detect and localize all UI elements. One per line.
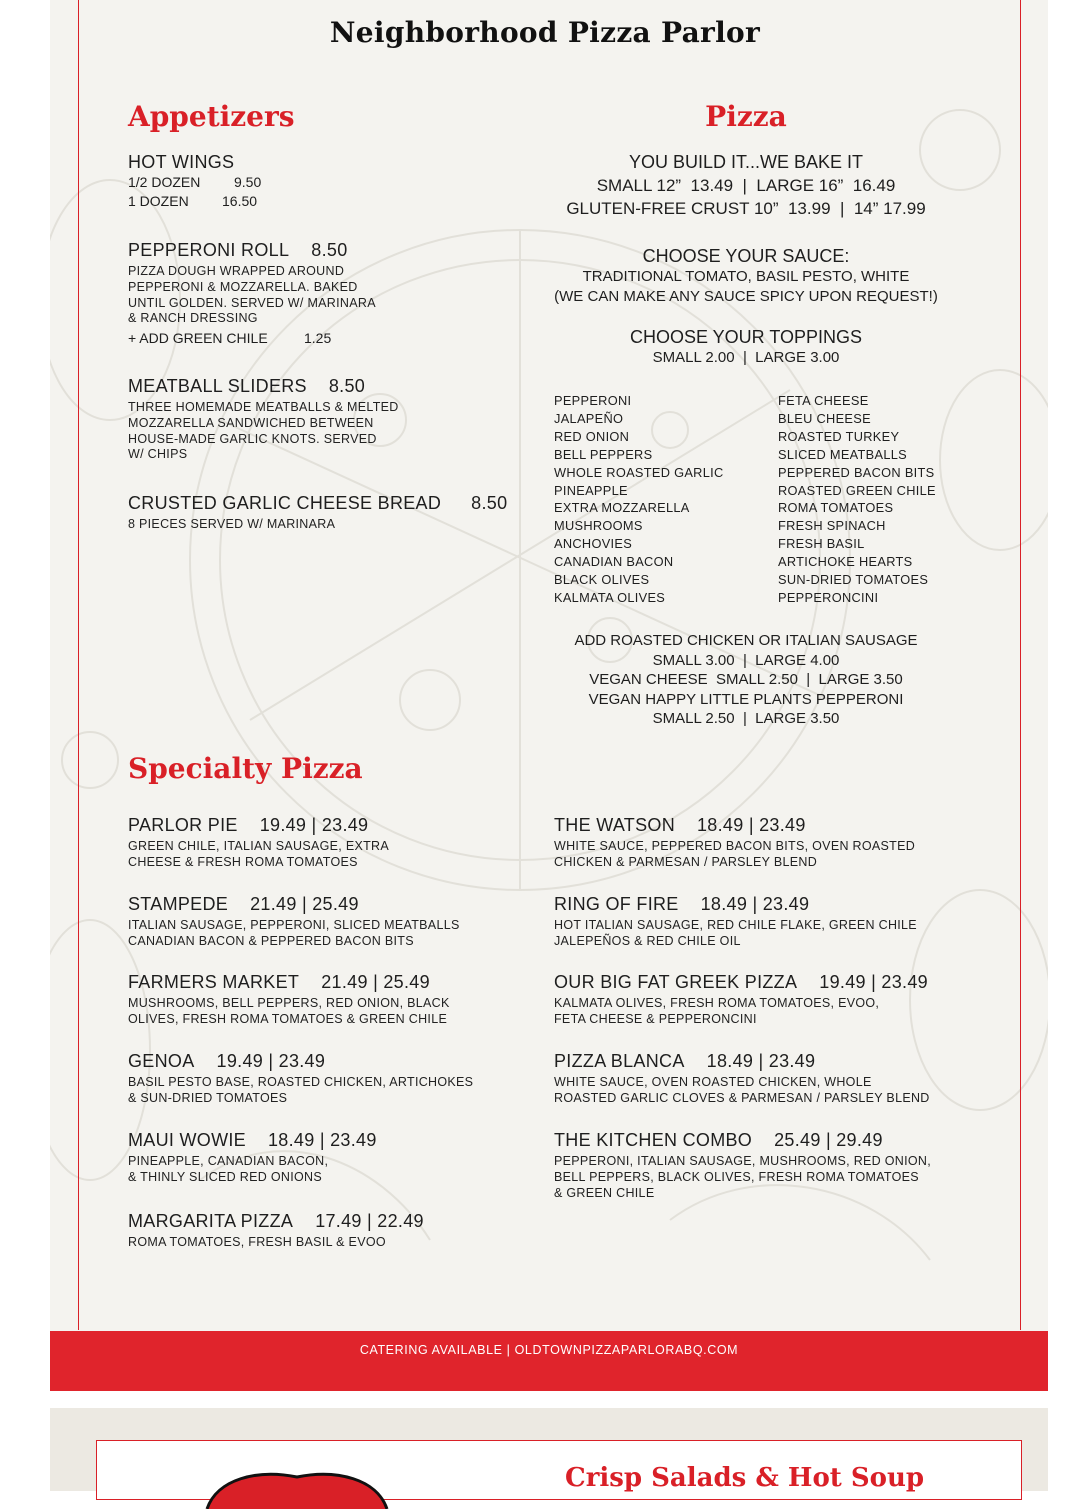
topping-item: BLACK OLIVES xyxy=(554,572,650,588)
specialty-pizza-desc: MUSHROOMS, BELL PEPPERS, RED ONION, BLACK OLIVES, FRESH ROMA TOMATOES & GREEN CHILE xyxy=(128,996,450,1026)
topping-item: ROASTED TURKEY xyxy=(778,428,900,444)
meatball-sliders-name: MEATBALL SLIDERS 8.50 xyxy=(128,376,366,396)
toppings-header xyxy=(526,326,966,368)
toppings-price: SMALL 2.00 | LARGE 3.00 xyxy=(652,349,840,366)
topping-item: ARTICHOKE HEARTS xyxy=(778,554,913,570)
sauce-section xyxy=(526,245,966,306)
toppings-title: CHOOSE YOUR TOPPINGS xyxy=(629,327,863,347)
sauce-title: CHOOSE YOUR SAUCE: xyxy=(642,246,850,266)
topping-item: SLICED MEATBALLS xyxy=(778,446,908,462)
specialty-pizza-desc: GREEN CHILE, ITALIAN SAUSAGE, EXTRA CHEESE & FRESH ROMA TOMATOES xyxy=(128,839,390,869)
topping-item: RED ONION xyxy=(554,428,630,444)
specialty-pizza-name: MAUI WOWIE 18.49 | 23.49 xyxy=(128,1130,377,1150)
next-page-frame xyxy=(96,1440,1022,1500)
extras-line: VEGAN CHEESE SMALL 2.50 | LARGE 3.50 xyxy=(589,671,903,688)
topping-item: ROASTED GREEN CHILE xyxy=(778,482,936,498)
pepperoni-roll-name: PEPPERONI ROLL 8.50 xyxy=(128,240,348,260)
topping-item: PEPPERONCINI xyxy=(778,589,879,605)
specialty-pizza-item xyxy=(128,1129,528,1186)
pepperoni-roll-desc: PIZZA DOUGH WRAPPED AROUND PEPPERONI & MOZZARELLA. BAKED UNTIL GOLDEN. SERVED W/ MARINARA & RANCH DRESSING xyxy=(128,264,376,326)
specialty-pizza-name: MARGARITA PIZZA 17.49 | 22.49 xyxy=(128,1211,424,1231)
topping-item: PEPPERONI xyxy=(554,393,632,408)
pepperoni-roll-addon: + ADD GREEN CHILE 1.25 xyxy=(128,330,332,347)
extras-line: SMALL 2.50 | LARGE 3.50 xyxy=(652,710,840,727)
specialty-pizza-item xyxy=(128,1050,528,1107)
specialty-pizza-item xyxy=(128,814,528,871)
sauce-note: (WE CAN MAKE ANY SAUCE SPICY UPON REQUEST!) xyxy=(554,287,938,305)
topping-item: EXTRA MOZZARELLA xyxy=(554,500,690,516)
logo-icon xyxy=(197,1469,397,1509)
specialty-pizza-item xyxy=(128,971,528,1028)
topping-item: FRESH SPINACH xyxy=(778,518,886,534)
specialty-pizza-name: PARLOR PIE 19.49 | 23.49 xyxy=(128,815,369,835)
page-title: Neighborhood Pizza Parlor xyxy=(329,16,761,49)
footer-text[interactable]: CATERING AVAILABLE | OLDTOWNPIZZAPARLORABQ.COM xyxy=(359,1343,739,1357)
topping-item: SUN-DRIED TOMATOES xyxy=(778,572,929,588)
appetizers-heading: Appetizers xyxy=(128,100,295,133)
size-prices: SMALL 12” 13.49 | LARGE 16” 16.49 xyxy=(596,176,896,195)
specialty-pizza-desc: WHITE SAUCE, OVEN ROASTED CHICKEN, WHOLE ROASTED GARLIC CLOVES & PARMESAN / PARSLEY BLEND xyxy=(554,1075,930,1105)
garlic-bread-desc: 8 PIECES SERVED W/ MARINARA xyxy=(128,517,336,531)
topping-item: JALAPEÑO xyxy=(554,410,624,426)
hot-wings-item xyxy=(128,151,261,211)
build-your-own xyxy=(526,151,966,221)
sauce-options: TRADITIONAL TOMATO, BASIL PESTO, WHITE xyxy=(582,268,910,285)
specialty-pizza-desc: BASIL PESTO BASE, ROASTED CHICKEN, ARTICHOKES & SUN-DRIED TOMATOES xyxy=(128,1075,474,1105)
extras-line: VEGAN HAPPY LITTLE PLANTS PEPPERONI xyxy=(588,690,904,708)
hot-wings-half-price: 9.50 xyxy=(234,174,262,190)
specialty-pizza-item xyxy=(554,814,984,871)
specialty-pizza-name: THE WATSON 18.49 | 23.49 xyxy=(554,815,806,835)
topping-item: BELL PEPPERS xyxy=(554,446,653,462)
topping-item: ANCHOVIES xyxy=(554,536,633,552)
specialty-pizza-desc: WHITE SAUCE, PEPPERED BACON BITS, OVEN ROASTED CHICKEN & PARMESAN / PARSLEY BLEND xyxy=(554,839,916,869)
extras-line: SMALL 3.00 | LARGE 4.00 xyxy=(652,651,840,669)
pepperoni-roll-item xyxy=(128,239,488,348)
toppings-list-right xyxy=(778,392,936,607)
specialty-pizza-desc: PEPPERONI, ITALIAN SAUSAGE, MUSHROOMS, RED ONION, BELL PEPPERS, BLACK OLIVES, FRESH ROMA TOMATOES & GREEN CHILE xyxy=(554,1154,932,1200)
hot-wings-dozen-label: 1 DOZEN xyxy=(128,193,189,209)
specialty-pizza-name: THE KITCHEN COMBO 25.49 | 29.49 xyxy=(554,1130,883,1150)
extras-line: ADD ROASTED CHICKEN OR ITALIAN SAUSAGE xyxy=(574,632,918,649)
garlic-bread-name: CRUSTED GARLIC CHEESE BREAD 8.50 xyxy=(128,493,508,513)
toppings-list-left xyxy=(554,392,724,607)
specialty-pizza-desc: HOT ITALIAN SAUSAGE, RED CHILE FLAKE, GREEN CHILE JALEPEÑOS & RED CHILE OIL xyxy=(554,918,917,948)
specialty-pizza-desc: PINEAPPLE, CANADIAN BACON, & THINLY SLICED RED ONIONS xyxy=(128,1154,329,1184)
specialty-pizza-item xyxy=(554,971,984,1028)
topping-item: PEPPERED BACON BITS xyxy=(778,464,935,480)
topping-item: PINEAPPLE xyxy=(554,482,628,498)
extras-section xyxy=(526,631,966,729)
specialty-pizza-desc: KALMATA OLIVES, FRESH ROMA TOMATOES, EVOO, FETA CHEESE & PEPPERONCINI xyxy=(554,996,880,1026)
specialty-pizza-name: RING OF FIRE 18.49 | 23.49 xyxy=(554,894,810,914)
footer-bar xyxy=(50,1331,1048,1391)
meatball-sliders-item xyxy=(128,375,488,463)
topping-item: CANADIAN BACON xyxy=(554,554,674,570)
topping-item: FETA CHEESE xyxy=(778,393,869,408)
specialty-pizza-item xyxy=(554,1129,984,1201)
topping-item: MUSHROOMS xyxy=(554,518,643,534)
specialty-pizza-desc: ITALIAN SAUSAGE, PEPPERONI, SLICED MEATBALLS CANADIAN BACON & PEPPERED BACON BITS xyxy=(128,918,460,948)
specialty-pizza-name: OUR BIG FAT GREEK PIZZA 19.49 | 23.49 xyxy=(554,972,928,992)
pizza-heading: Pizza xyxy=(705,100,787,133)
hot-wings-half-label: 1/2 DOZEN xyxy=(128,174,201,190)
specialty-pizza-item xyxy=(554,1050,984,1107)
hot-wings-dozen-price: 16.50 xyxy=(222,193,258,209)
specialty-pizza-item xyxy=(128,893,528,950)
specialty-pizza-name: FARMERS MARKET 21.49 | 25.49 xyxy=(128,972,430,992)
specialty-pizza-desc: ROMA TOMATOES, FRESH BASIL & EVOO xyxy=(128,1235,386,1249)
specialty-heading: Specialty Pizza xyxy=(128,752,363,785)
specialty-pizza-name: GENOA 19.49 | 23.49 xyxy=(128,1051,326,1071)
garlic-bread-item xyxy=(128,492,508,533)
hot-wings-row xyxy=(128,192,261,211)
specialty-pizza-item xyxy=(128,1210,528,1251)
topping-item: ROMA TOMATOES xyxy=(778,500,894,516)
hot-wings-row xyxy=(128,173,261,192)
topping-item: FRESH BASIL xyxy=(778,536,865,552)
specialty-pizza-name: PIZZA BLANCA 18.49 | 23.49 xyxy=(554,1051,816,1071)
topping-item: KALMATA OLIVES xyxy=(554,589,666,605)
build-title: YOU BUILD IT...WE BAKE IT xyxy=(628,152,864,172)
topping-item: BLEU CHEESE xyxy=(778,410,871,426)
hot-wings-name: HOT WINGS xyxy=(128,152,235,172)
meatball-sliders-desc: THREE HOMEMADE MEATBALLS & MELTED MOZZARELLA SANDWICHED BETWEEN HOUSE-MADE GARLIC KNOTS. SERVED W/ CHIPS xyxy=(128,400,399,462)
specialty-pizza-item xyxy=(554,893,984,950)
topping-item: WHOLE ROASTED GARLIC xyxy=(554,464,724,480)
specialty-pizza-name: STAMPEDE 21.49 | 25.49 xyxy=(128,894,359,914)
gluten-free-prices: GLUTEN-FREE CRUST 10” 13.99 | 14” 17.99 xyxy=(566,199,926,218)
next-page-heading: Crisp Salads & Hot Soup xyxy=(565,1463,925,1493)
